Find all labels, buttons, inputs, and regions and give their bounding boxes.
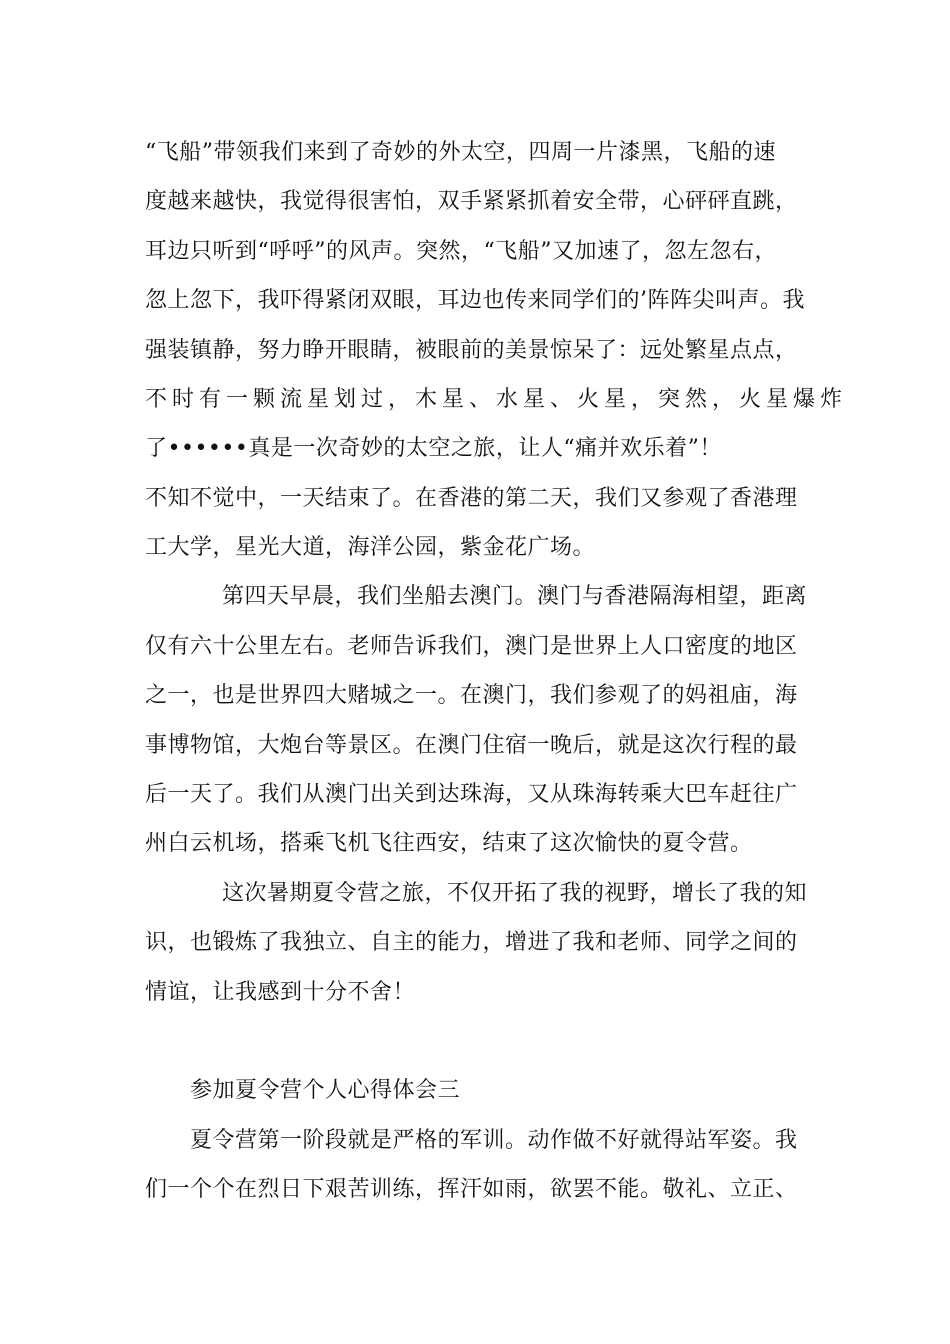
text-line: “飞船”带领我们来到了奇妙的外太空，四周一片漆黑，飞船的速 <box>145 140 776 165</box>
text-line: 后一天了。我们从澳门出关到达珠海，又从珠海转乘大巴车赶往广 <box>145 782 798 807</box>
text-line: 之一，也是世界四大赌城之一。在澳门，我们参观了的妈祖庙，海 <box>145 683 798 708</box>
text-line: 仅有六十公里左右。老师告诉我们，澳门是世界上人口密度的地区 <box>145 634 798 659</box>
text-line: 们一个个在烈日下艰苦训练，挥汗如雨，欲罢不能。敬礼、立正、 <box>145 1177 798 1202</box>
text-line: 事博物馆，大炮台等景区。在澳门住宿一晚后，就是这次行程的最 <box>145 733 798 758</box>
text-line: 识，也锻炼了我独立、自主的能力，增进了我和老师、同学之间的 <box>145 930 798 955</box>
text-line: 耳边只听到“呼呼”的风声。突然，“飞船”又加速了，忽左忽右， <box>145 239 777 264</box>
text-line: 情谊，让我感到十分不舍！ <box>145 980 416 1005</box>
text-line: 夏令营第一阶段就是严格的军训。动作做不好就得站军姿。我 <box>190 1128 798 1153</box>
text-line: 这次暑期夏令营之旅，不仅开拓了我的视野，增长了我的知 <box>222 881 808 906</box>
text-line: 工大学，星光大道，海洋公园，紫金花广场。 <box>145 535 596 560</box>
text-line: 第四天早晨，我们坐船去澳门。澳门与香港隔海相望，距离 <box>222 584 808 609</box>
text-line: 度越来越快，我觉得很害怕，双手紧紧抓着安全带，心砰砰直跳， <box>145 189 798 214</box>
text-line: 州白云机场，搭乘飞机飞往西安，结束了这次愉快的夏令营。 <box>145 831 753 856</box>
text-line: 不时有一颗流星划过，木星、水星、火星，突然，火星爆炸 <box>145 387 848 412</box>
text-line: 了••••••真是一次奇妙的太空之旅，让人“痛并欢乐着”！ <box>145 436 722 461</box>
text-line: 不知不觉中，一天结束了。在香港的第二天，我们又参观了香港理 <box>145 486 798 511</box>
text-line: 强装镇静，努力睁开眼睛，被眼前的美景惊呆了：远处繁星点点， <box>145 338 798 363</box>
section-heading: 参加夏令营个人心得体会三 <box>190 1078 461 1103</box>
text-line: 忽上忽下，我吓得紧闭双眼，耳边也传来同学们的’阵阵尖叫声。我 <box>145 288 805 313</box>
